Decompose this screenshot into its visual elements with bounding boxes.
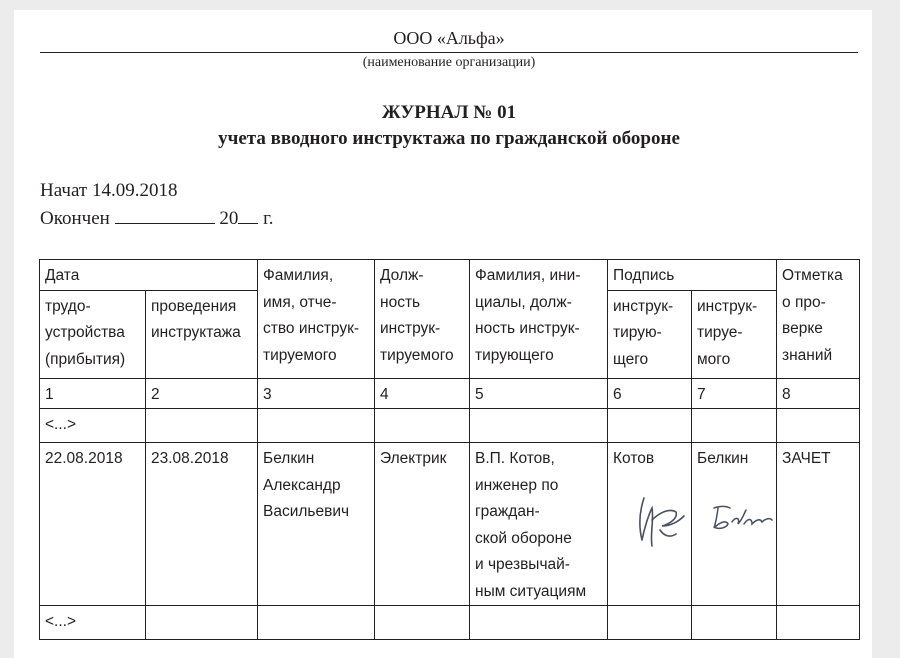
header-sig-instructor: инструк- тирую- щего: [608, 290, 692, 378]
finished-date-blank: [115, 206, 215, 224]
started-date: Начат 14.09.2018: [40, 180, 178, 201]
entry-trainee-position: Электрик: [375, 443, 470, 606]
organization-underline: [40, 52, 858, 53]
header-signature-group: Подпись: [608, 260, 777, 291]
column-number: 1: [40, 378, 146, 409]
header-date-instruction: проведения инструктажа: [146, 290, 258, 378]
column-number: 3: [258, 378, 375, 409]
header-instructor: Фамилия, ини- циалы, долж- ность инструк- тирующего: [470, 260, 608, 379]
column-number-row: [40, 378, 860, 409]
column-number: 2: [146, 378, 258, 409]
finished-year-blank: [238, 206, 258, 224]
ellipsis-row: [40, 409, 860, 443]
entry-instructor: В.П. Котов, инженер по граждан- ской обороне и чрезвычай- ным ситуациям: [470, 443, 608, 606]
column-number: 8: [777, 378, 860, 409]
column-number: 5: [470, 378, 608, 409]
ellipsis-cell: <...>: [40, 606, 146, 640]
entry-sig-trainee-name: Белкин: [692, 443, 777, 606]
finished-line: [40, 206, 273, 230]
column-number: 6: [608, 378, 692, 409]
ellipsis-cell: <...>: [40, 409, 146, 443]
header-knowledge-mark: Отметка о про- верке знаний: [777, 260, 860, 379]
organization-name: ООО «Альфа»: [393, 28, 505, 48]
entry-date-employment: 22.08.2018: [40, 443, 146, 606]
header-date-employment: трудо- устройства (прибытия): [40, 290, 146, 378]
entry-trainee-name: Белкин Александр Васильевич: [258, 443, 375, 606]
ellipsis-row: [40, 606, 860, 640]
header-trainee-position: Долж- ность инструк- тируемого: [375, 260, 470, 379]
column-number: 4: [375, 378, 470, 409]
organization-caption: (наименование организации): [362, 55, 536, 70]
finished-suffix: г.: [263, 208, 274, 229]
entry-sig-instructor-name: Котов: [608, 443, 692, 606]
instruction-journal-table: [39, 259, 860, 640]
header-date-group: Дата: [40, 260, 258, 291]
entry-knowledge-mark: ЗАЧЕТ: [777, 443, 860, 606]
trainee-signature: [708, 496, 778, 536]
header-sig-trainee: инструк- тируе- мого: [692, 290, 777, 378]
instructor-signature: [630, 490, 690, 555]
finished-label: Окончен: [40, 208, 110, 229]
table-header-row: [40, 260, 860, 291]
finished-year: 20: [219, 208, 239, 229]
entry-date-instruction: 23.08.2018: [146, 443, 258, 606]
journal-title: ЖУРНАЛ № 01: [381, 102, 517, 123]
column-number: 7: [692, 378, 777, 409]
header-trainee-name: Фамилия, имя, отче- ство инструк- тируемого: [258, 260, 375, 379]
journal-subtitle: учета вводного инструктажа по гражданской обороне: [218, 128, 680, 149]
